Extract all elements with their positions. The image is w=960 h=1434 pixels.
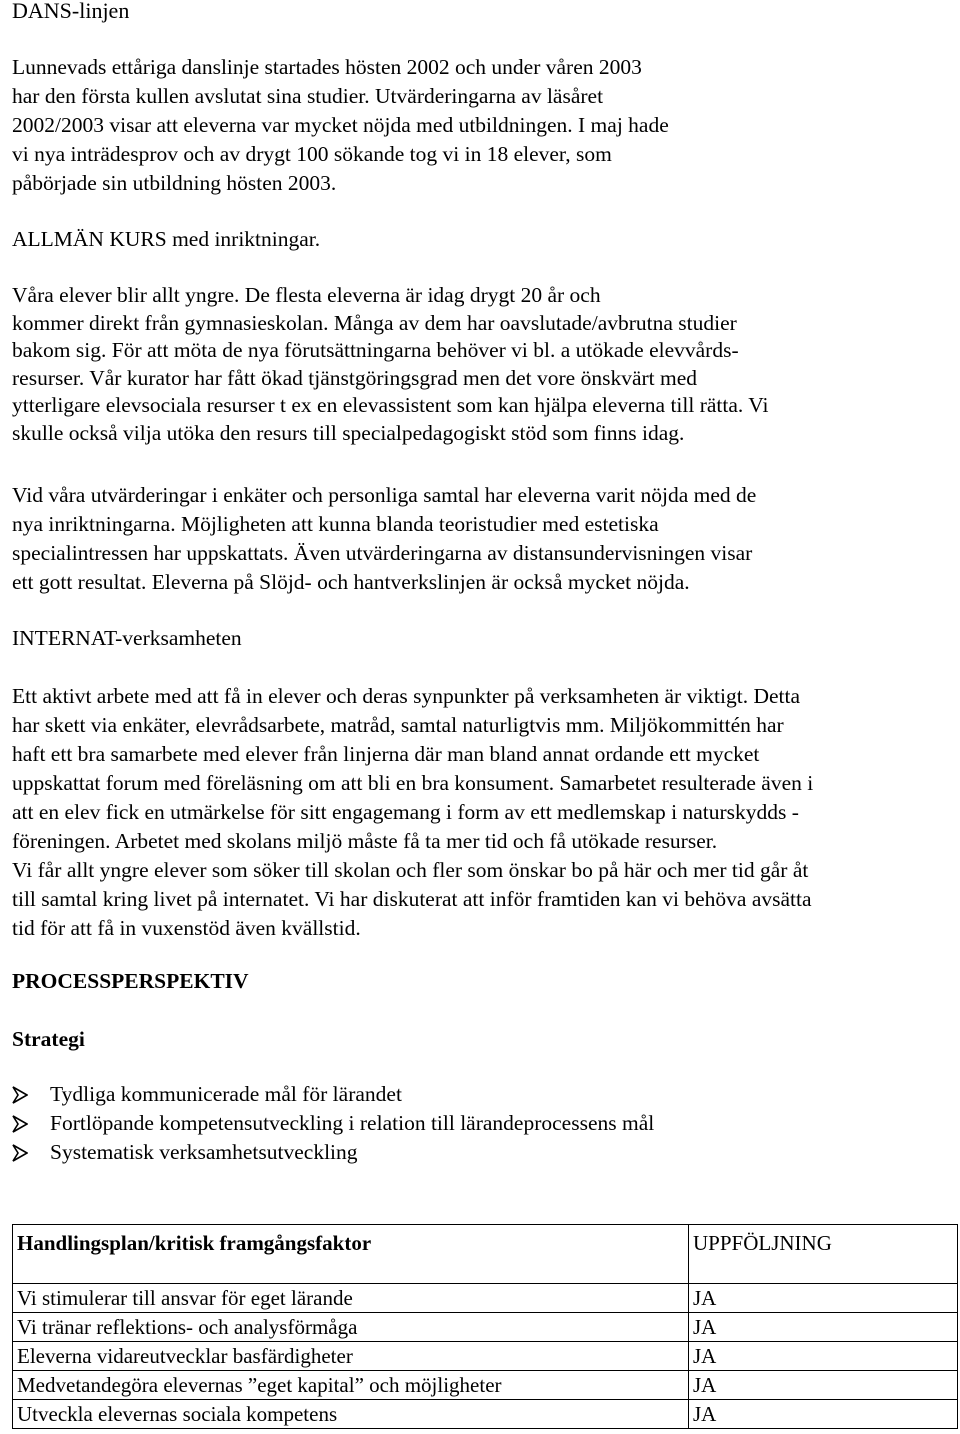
- text-line: resurser. Vår kurator har fått ökad tjänstgöringsgrad men det vore önskvärt med: [12, 365, 698, 390]
- text-line: Ett aktivt arbete med att få in elever och deras synpunkter på verksamheten är viktigt. Detta: [12, 684, 801, 708]
- text-line: att en elev fick en utmärkelse för sitt engagemang i form av ett medlemskap i naturskydds -: [12, 800, 799, 824]
- bullet-text: Tydliga kommunicerade mål för lärandet: [50, 1082, 402, 1106]
- table-cell-followup: JA: [689, 1400, 958, 1429]
- text-line: bakom sig. För att möta de nya förutsättningarna behöver vi bl. a utökade elevvårds-: [12, 338, 739, 362]
- text-line: Vi får allt yngre elever som söker till skolan och fler som önskar bo på här och mer tid går åt: [12, 858, 809, 882]
- table-cell-factor: Vi stimulerar till ansvar för eget lärande: [13, 1284, 689, 1313]
- text-line: påbörjade sin utbildning hösten 2003.: [12, 171, 337, 195]
- internat-paragraph: [12, 682, 947, 943]
- text-line: skulle också vilja utöka den resurs till specialpedagogiskt stöd som finns idag.: [12, 420, 685, 445]
- table-row: [13, 1313, 958, 1342]
- table-cell-followup: JA: [689, 1371, 958, 1400]
- text-line: ytterligare elevsociala resurser t ex en elevassistent som kan hjälpa eleverna till rätta. Vi: [12, 393, 769, 417]
- text-line: Vid våra utvärderingar i enkäter och personliga samtal har eleverna varit nöjda med de: [12, 483, 757, 507]
- allman-paragraph-1: [12, 282, 947, 447]
- text-line: har skett via enkäter, elevrådsarbete, matråd, samtal naturligtvis mm. Miljökommittén har: [12, 713, 784, 737]
- text-line: Våra elever blir allt yngre. De flesta eleverna är idag drygt 20 år och: [12, 283, 601, 307]
- arrowhead-bullet-icon: [12, 1086, 50, 1104]
- table-cell-followup: JA: [689, 1284, 958, 1313]
- text-line: till samtal kring livet på internatet. Vi har diskuterat att inför framtiden kan vi behöva avsätta: [12, 887, 812, 911]
- text-line: föreningen. Arbetet med skolans miljö måste få ta mer tid och få utökade resurser.: [12, 829, 718, 853]
- column-header-factor: Handlingsplan/kritisk framgångsfaktor: [13, 1225, 689, 1284]
- arrowhead-bullet-icon: [12, 1115, 50, 1133]
- bullet-text: Systematisk verksamhetsutveckling: [50, 1140, 358, 1164]
- table-row: [13, 1400, 958, 1429]
- internat-heading: INTERNAT-verksamheten: [12, 626, 242, 650]
- table-cell-followup: JA: [689, 1313, 958, 1342]
- list-item: [12, 1109, 654, 1138]
- table-row: [13, 1342, 958, 1371]
- text-line: haft ett bra samarbete med elever från linjerna där man bland annat ordande ett mycket: [12, 742, 760, 766]
- text-line: Lunnevads ettåriga danslinje startades hösten 2002 och under våren 2003: [12, 55, 642, 79]
- dans-heading: DANS-linjen: [12, 0, 130, 23]
- table-cell-factor: Vi tränar reflektions- och analysförmåga: [13, 1313, 689, 1342]
- table-cell-factor: Utveckla elevernas sociala kompetens: [13, 1400, 689, 1429]
- table-cell-factor: Medvetandegöra elevernas ”eget kapital” och möjligheter: [13, 1371, 689, 1400]
- table-header-row: [13, 1225, 958, 1284]
- table-row: [13, 1284, 958, 1313]
- strategy-bullet-list: [12, 1080, 654, 1167]
- action-plan-table: [12, 1224, 958, 1429]
- column-header-followup: UPPFÖLJNING: [689, 1225, 958, 1284]
- text-line: tid för att få in vuxenstöd även kvällstid.: [12, 916, 361, 940]
- arrowhead-bullet-icon: [12, 1144, 50, 1162]
- list-item: [12, 1138, 654, 1167]
- text-line: har den första kullen avslutat sina studier. Utvärderingarna av läsåret: [12, 84, 604, 108]
- table-cell-followup: JA: [689, 1342, 958, 1371]
- text-line: specialintressen har uppskattats. Även utvärderingarna av distansundervisningen visar: [12, 541, 753, 565]
- dans-paragraph: [12, 53, 947, 198]
- list-item: [12, 1080, 654, 1109]
- process-heading: PROCESSPERSPEKTIV: [12, 969, 249, 993]
- table-row: [13, 1371, 958, 1400]
- text-line: kommer direkt från gymnasieskolan. Många av dem har oavslutade/avbrutna studier: [12, 310, 737, 335]
- bullet-text: Fortlöpande kompetensutveckling i relation till lärandeprocessens mål: [50, 1111, 655, 1135]
- allman-paragraph-2: [12, 481, 947, 597]
- strategi-heading: Strategi: [12, 1027, 85, 1051]
- text-line: uppskattat forum med föreläsning om att bli en bra konsument. Samarbetet resulterade även i: [12, 771, 814, 795]
- text-line: nya inriktningarna. Möjligheten att kunna blanda teoristudier med estetiska: [12, 512, 659, 536]
- table-cell-factor: Eleverna vidareutvecklar basfärdigheter: [13, 1342, 689, 1371]
- text-line: ett gott resultat. Eleverna på Slöjd- och hantverkslinjen är också mycket nöjda.: [12, 570, 690, 594]
- text-line: 2002/2003 visar att eleverna var mycket nöjda med utbildningen. I maj hade: [12, 113, 669, 137]
- allman-heading: ALLMÄN KURS med inriktningar.: [12, 227, 321, 251]
- text-line: vi nya inträdesprov och av drygt 100 sökande tog vi in 18 elever, som: [12, 142, 612, 166]
